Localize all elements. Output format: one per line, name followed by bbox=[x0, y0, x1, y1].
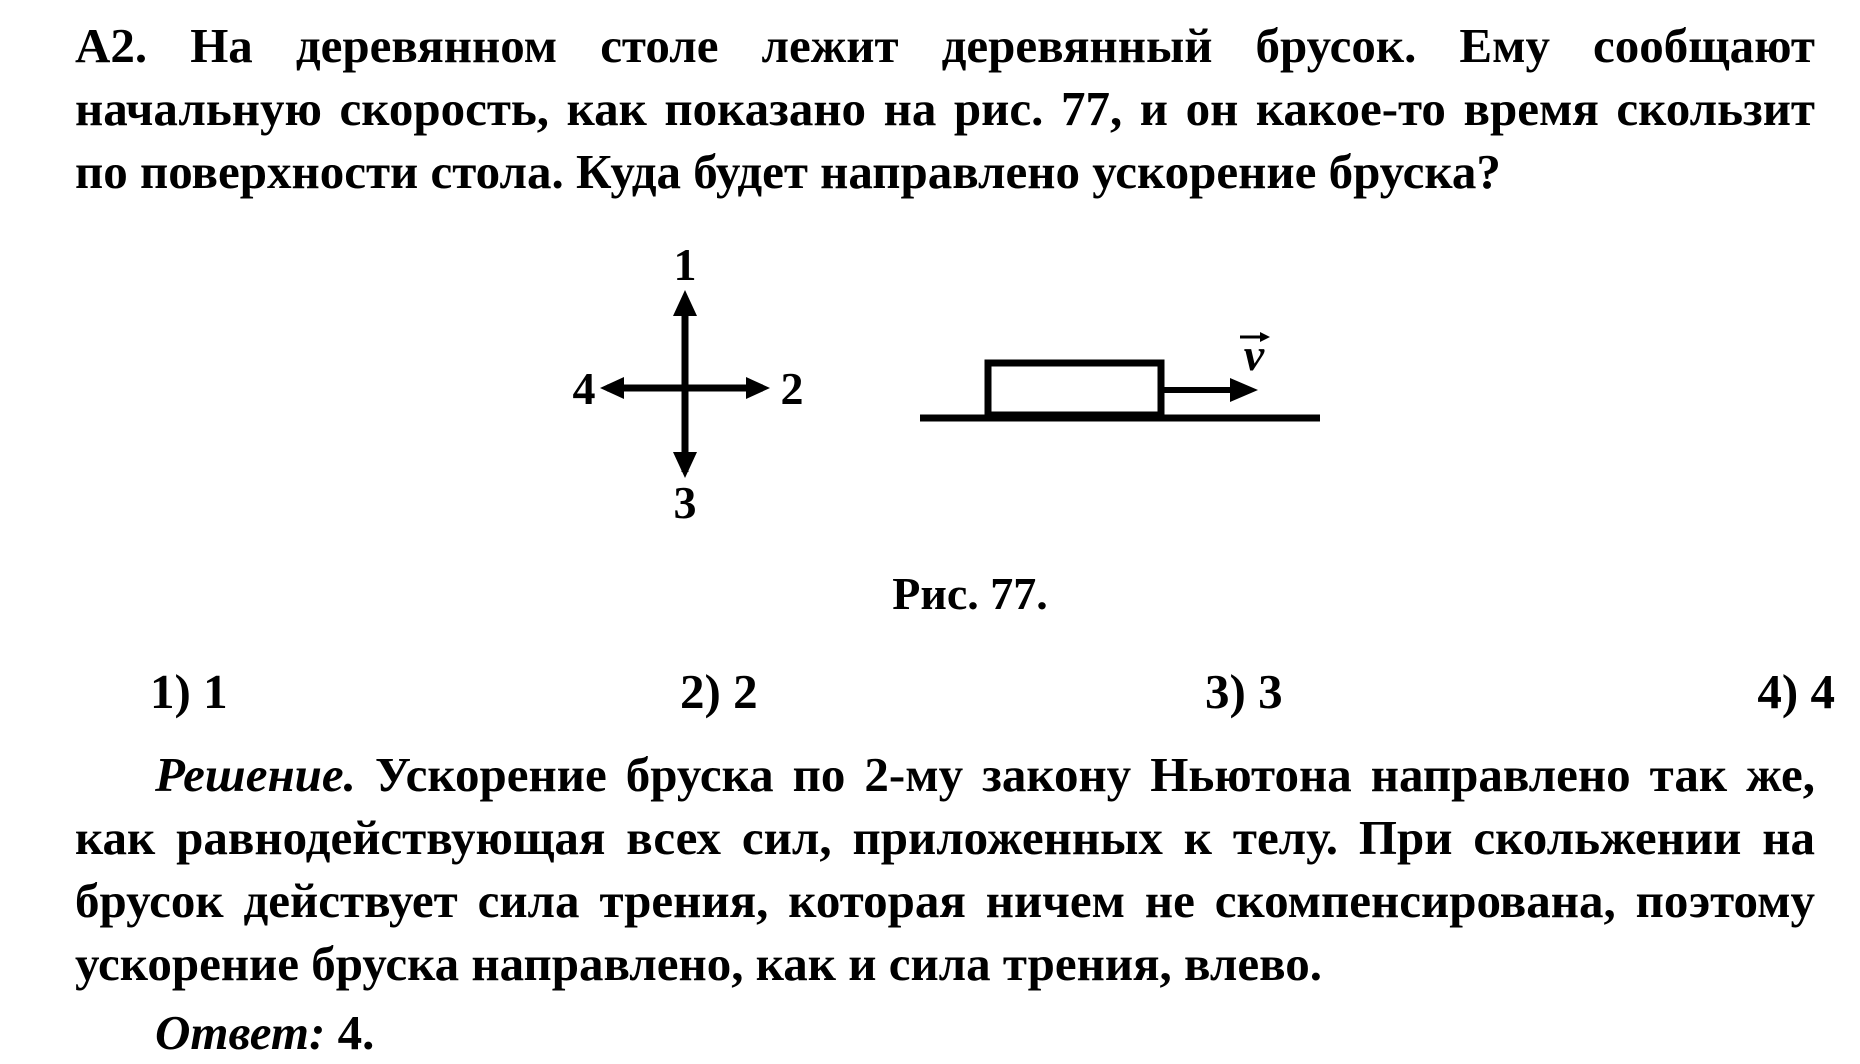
answer bbox=[155, 1003, 374, 1063]
direction-label-2: 2 bbox=[780, 363, 804, 414]
problem-statement bbox=[75, 14, 1815, 203]
direction-label-1: 1 bbox=[673, 240, 697, 290]
option-2: 2) 2 bbox=[680, 664, 758, 719]
solution bbox=[75, 743, 1815, 995]
figure-77 bbox=[560, 240, 1340, 540]
wooden-block bbox=[988, 363, 1161, 415]
answer-value: 4. bbox=[325, 1005, 375, 1060]
direction-label-3: 3 bbox=[673, 477, 697, 528]
problem-text: На деревянном столе лежит деревянный брусок. Ему сообщают начальную скорость, как показано на рис. 77, и он какое-то время скользит по поверхности стола. Куда будет направлено ускорение бруска? bbox=[75, 18, 1815, 199]
arrowhead-down bbox=[673, 452, 697, 478]
figure-caption: Рис. 77. bbox=[892, 568, 1048, 619]
option-4: 4) 4 bbox=[1757, 664, 1835, 719]
arrowhead-left bbox=[600, 377, 624, 399]
problem-label: А2. bbox=[75, 18, 148, 73]
direction-label-4: 4 bbox=[572, 363, 596, 414]
option-3: 3) 3 bbox=[1205, 664, 1283, 719]
figure-diagram bbox=[560, 240, 1340, 540]
option-1: 1) 1 bbox=[150, 664, 228, 719]
velocity-arrowhead bbox=[1230, 378, 1258, 402]
block-on-table bbox=[920, 329, 1320, 418]
arrowhead-right bbox=[746, 377, 770, 399]
direction-cross bbox=[573, 240, 804, 528]
arrowhead-up bbox=[673, 290, 697, 316]
answer-label: Ответ: bbox=[155, 1005, 326, 1060]
velocity-label: v bbox=[1243, 329, 1265, 380]
solution-text: Ускорение бруска по 2-му закону Ньютона направлено так же, как равнодействующая всех сил, приложенных к телу. При скольжении на брусок действует сила трения, которая ничем не скомпенсирована, поэтому ускорение бруска направлено, как и сила трения, влево. bbox=[75, 747, 1815, 991]
solution-label: Решение. bbox=[155, 747, 356, 802]
answer-options bbox=[150, 662, 1835, 722]
